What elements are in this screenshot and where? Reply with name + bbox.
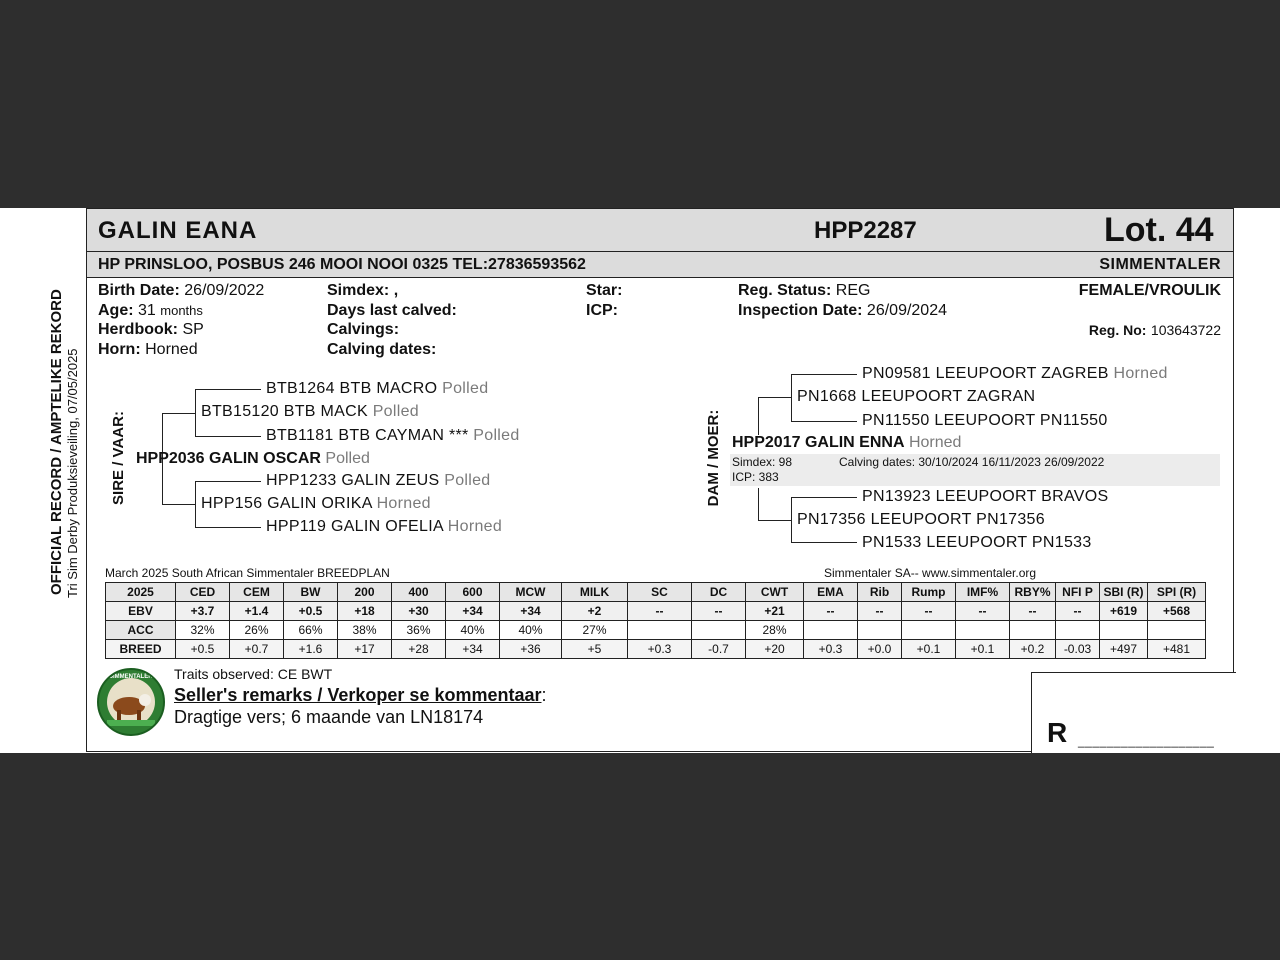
- table-cell: 38%: [338, 621, 392, 640]
- table-cell: +21: [746, 602, 804, 621]
- simdex-label: Simdex: ,: [327, 282, 399, 299]
- table-cell: +34: [446, 640, 500, 659]
- table-cell: -0.7: [692, 640, 746, 659]
- table-cell: +0.1: [956, 640, 1010, 659]
- table-cell: [1010, 621, 1056, 640]
- horn-status: Polled: [444, 472, 491, 489]
- inspection-date-label: Inspection Date:: [738, 302, 863, 319]
- table-cell: 32%: [176, 621, 230, 640]
- table-cell: [804, 621, 858, 640]
- table-cell: --: [858, 602, 902, 621]
- table-header-cell: EMA: [804, 583, 858, 602]
- icp-label: ICP:: [586, 302, 618, 319]
- age-unit: months: [160, 303, 203, 318]
- table-cell: [1148, 621, 1206, 640]
- sire-sire-dam: [266, 427, 520, 445]
- table-row: [106, 640, 1206, 659]
- dam-upper-bracket: [758, 397, 759, 435]
- title-band: [87, 209, 1233, 252]
- animal-name: PN1668 LEEUPOORT ZAGRAN: [797, 388, 1036, 405]
- animal-name: BTB15120 BTB MACK: [201, 403, 368, 420]
- table-header-cell: Rump: [902, 583, 956, 602]
- table-cell: BREED: [106, 640, 176, 659]
- horn-value: Horned: [145, 341, 198, 358]
- table-cell: +0.3: [628, 640, 692, 659]
- dam-dam-sire: [862, 488, 1108, 506]
- sellers-remarks-label: Seller's remarks / Verkoper se kommentaar: [174, 685, 542, 705]
- table-header-cell: 2025: [106, 583, 176, 602]
- table-header-cell: MCW: [500, 583, 562, 602]
- birth-date-label: Birth Date:: [98, 282, 180, 299]
- dam-dam-dam: [862, 534, 1092, 552]
- table-cell: --: [692, 602, 746, 621]
- table-cell: +0.1: [902, 640, 956, 659]
- dam-icp: ICP: 383: [732, 470, 779, 484]
- animal-name: GALIN EANA: [98, 217, 258, 244]
- sire-dam-sire: [266, 472, 491, 490]
- table-cell: [1056, 621, 1100, 640]
- herdbook: [98, 321, 204, 339]
- dam-main: [732, 434, 961, 452]
- table-cell: --: [902, 602, 956, 621]
- sire-dam-dam: [266, 518, 502, 536]
- sellers-remarks-text: Dragtige vers; 6 maande van LN18174: [174, 707, 484, 727]
- sex-label: FEMALE/VROULIK: [1078, 282, 1221, 299]
- table-cell: +1.6: [284, 640, 338, 659]
- inspection-date: [738, 302, 947, 320]
- table-header-cell: CED: [176, 583, 230, 602]
- connector: [195, 527, 261, 528]
- table-header-cell: SPI (R): [1148, 583, 1206, 602]
- animal-name: HPP2017 GALIN ENNA: [732, 434, 905, 451]
- inspection-date-value: 26/09/2024: [866, 302, 947, 319]
- animal-name: BTB1264 BTB MACRO: [266, 380, 438, 397]
- dam-dam: [797, 511, 1045, 529]
- table-cell: 66%: [284, 621, 338, 640]
- reg-status-value: REG: [835, 282, 871, 299]
- reg-no-value: 103643722: [1150, 322, 1221, 338]
- reg-no-label: Reg. No:: [1088, 322, 1147, 338]
- table-header-cell: MILK: [562, 583, 628, 602]
- table-cell: 26%: [230, 621, 284, 640]
- reg-status: [738, 282, 870, 300]
- price-entry-line[interactable]: ___________________: [1078, 734, 1215, 748]
- registration-code: HPP2287: [814, 217, 917, 244]
- ebv-table: [105, 582, 1206, 659]
- birth-date-value: 26/09/2022: [184, 282, 265, 299]
- table-cell: +3.7: [176, 602, 230, 621]
- dam-sire-dam: [862, 412, 1108, 430]
- table-cell: [956, 621, 1010, 640]
- table-cell: +34: [446, 602, 500, 621]
- table-cell: +1.4: [230, 602, 284, 621]
- connector: [758, 397, 792, 398]
- table-row: [106, 621, 1206, 640]
- animal-name: HPP2036 GALIN OSCAR: [136, 450, 321, 467]
- table-cell: +2: [562, 602, 628, 621]
- horn-status: Polled: [473, 427, 520, 444]
- connector: [195, 436, 261, 437]
- table-header-cell: IMF%: [956, 583, 1010, 602]
- table-header-cell: SC: [628, 583, 692, 602]
- dam-simdex: Simdex: 98: [732, 455, 793, 469]
- dam-dam-bracket: [791, 497, 792, 543]
- breed-label: SIMMENTALER: [1099, 256, 1221, 273]
- dam-sire-sire: [862, 365, 1168, 383]
- connector: [195, 389, 261, 390]
- table-cell: +36: [500, 640, 562, 659]
- horn: [98, 341, 198, 359]
- connector: [162, 504, 196, 505]
- table-cell: [858, 621, 902, 640]
- horn-label: Horn:: [98, 341, 141, 358]
- table-cell: +0.5: [284, 602, 338, 621]
- animal-name: PN17356 LEEUPOORT PN17356: [797, 511, 1045, 528]
- table-cell: 27%: [562, 621, 628, 640]
- sire-dam: [201, 495, 431, 513]
- table-cell: 36%: [392, 621, 446, 640]
- table-cell: +0.5: [176, 640, 230, 659]
- star-label: Star:: [586, 282, 623, 299]
- table-header-cell: NFI P: [1056, 583, 1100, 602]
- table-cell: -0.03: [1056, 640, 1100, 659]
- reg-status-label: Reg. Status:: [738, 282, 832, 299]
- horn-status: Horned: [376, 495, 431, 512]
- animal-name: HPP156 GALIN ORIKA: [201, 495, 372, 512]
- table-header-cell: 400: [392, 583, 446, 602]
- breedplan-source: March 2025 South African Simmentaler BREEDPLAN: [105, 566, 390, 580]
- lot-number: Lot. 44: [1104, 211, 1214, 249]
- calving-dates-label: Calving dates:: [327, 341, 437, 358]
- breeder-info: HP PRINSLOO, POSBUS 246 MOOI NOOI 0325 TEL:27836593562: [98, 256, 586, 273]
- table-cell: 40%: [446, 621, 500, 640]
- remarks-colon: :: [541, 685, 547, 705]
- connector: [791, 374, 857, 375]
- logo-text: SIMMENTALER: [109, 674, 153, 680]
- table-cell: +0.7: [230, 640, 284, 659]
- dam-lower-bracket: [758, 488, 759, 520]
- age-label: Age:: [98, 302, 134, 319]
- animal-name: PN09581 LEEUPOORT ZAGREB: [862, 365, 1109, 382]
- traits-observed: Traits observed: CE BWT: [174, 666, 333, 682]
- connector: [791, 497, 857, 498]
- table-cell: +34: [500, 602, 562, 621]
- dam-section-label: DAM / MOER:: [705, 409, 722, 507]
- animal-name: PN1533 LEEUPOORT PN1533: [862, 534, 1092, 551]
- sire-main: [136, 450, 370, 468]
- sellers-remarks-heading: [174, 685, 547, 706]
- dam-sire-bracket: [791, 374, 792, 422]
- table-header-cell: SBI (R): [1100, 583, 1148, 602]
- table-header-cell: 600: [446, 583, 500, 602]
- horn-status: Polled: [372, 403, 419, 420]
- animal-name: PN11550 LEEUPOORT PN11550: [862, 412, 1108, 429]
- age-value: 31: [138, 302, 156, 319]
- table-header-cell: Rib: [858, 583, 902, 602]
- table-header-cell: CEM: [230, 583, 284, 602]
- table-cell: 40%: [500, 621, 562, 640]
- dam-sire: [797, 388, 1035, 406]
- animal-name: PN13923 LEEUPOORT BRAVOS: [862, 488, 1109, 505]
- birth-date: [98, 282, 264, 300]
- table-cell: --: [628, 602, 692, 621]
- table-cell: [1100, 621, 1148, 640]
- herdbook-value: SP: [182, 321, 204, 338]
- table-cell: [902, 621, 956, 640]
- dam-calving-dates: Calving dates: 30/10/2024 16/11/2023 26/09/2022: [839, 455, 1105, 469]
- ebv-header-row: [106, 583, 1206, 602]
- horn-status: Horned: [908, 434, 962, 451]
- connector: [791, 421, 857, 422]
- horn-status: Polled: [325, 450, 370, 467]
- table-cell: --: [804, 602, 858, 621]
- reg-no: [1089, 322, 1221, 340]
- connector: [195, 481, 261, 482]
- society-source: Simmentaler SA-- www.simmentaler.org: [824, 566, 1037, 580]
- table-cell: +0.2: [1010, 640, 1056, 659]
- table-header-cell: DC: [692, 583, 746, 602]
- table-cell: EBV: [106, 602, 176, 621]
- calvings-label: Calvings:: [327, 321, 400, 338]
- sire-sire-sire: [266, 380, 488, 398]
- table-cell: [692, 621, 746, 640]
- table-cell: --: [956, 602, 1010, 621]
- table-cell: +0.0: [858, 640, 902, 659]
- table-header-cell: CWT: [746, 583, 804, 602]
- price-currency: R: [1047, 717, 1068, 748]
- table-cell: +0.3: [804, 640, 858, 659]
- table-cell: +619: [1100, 602, 1148, 621]
- days-last-calved-label: Days last calved:: [327, 302, 457, 319]
- connector: [791, 542, 857, 543]
- official-record-label: OFFICIAL RECORD / AMPTELIKE REKORD: [48, 289, 65, 595]
- table-cell: --: [1056, 602, 1100, 621]
- horn-status: Horned: [447, 518, 503, 535]
- horn-status: Horned: [1113, 365, 1168, 382]
- table-cell: +28: [392, 640, 446, 659]
- table-cell: +481: [1148, 640, 1206, 659]
- table-cell: +497: [1100, 640, 1148, 659]
- table-cell: +18: [338, 602, 392, 621]
- table-header-cell: BW: [284, 583, 338, 602]
- herdbook-label: Herdbook:: [98, 321, 178, 338]
- table-cell: +17: [338, 640, 392, 659]
- connector: [758, 520, 792, 521]
- table-cell: ACC: [106, 621, 176, 640]
- sale-info-label: Tri Sim Derby Produksieveiling, 07/05/2025: [65, 348, 80, 598]
- table-cell: [628, 621, 692, 640]
- table-header-cell: RBY%: [1010, 583, 1056, 602]
- simmentaler-logo: [97, 668, 165, 736]
- table-cell: +568: [1148, 602, 1206, 621]
- table-cell: +20: [746, 640, 804, 659]
- table-cell: +5: [562, 640, 628, 659]
- animal-name: HPP119 GALIN OFELIA: [266, 518, 444, 535]
- age: [98, 302, 203, 320]
- sire-sire: [201, 403, 419, 421]
- connector: [162, 413, 196, 414]
- animal-name: HPP1233 GALIN ZEUS: [266, 472, 440, 489]
- animal-name: BTB1181 BTB CAYMAN ***: [266, 427, 469, 444]
- sire-section-label: SIRE / VAAR:: [110, 411, 127, 505]
- table-cell: +30: [392, 602, 446, 621]
- horn-status: Polled: [442, 380, 489, 397]
- table-row: [106, 602, 1206, 621]
- table-cell: 28%: [746, 621, 804, 640]
- sire-dam-bracket: [195, 481, 196, 528]
- table-header-cell: 200: [338, 583, 392, 602]
- table-cell: --: [1010, 602, 1056, 621]
